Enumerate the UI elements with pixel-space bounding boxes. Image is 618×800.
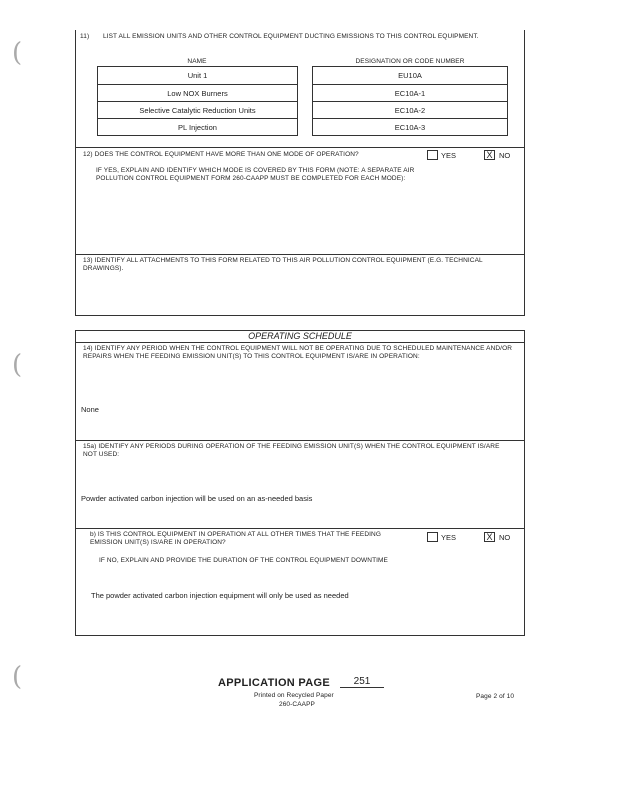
- application-page-number: 251: [340, 676, 384, 688]
- q12-no-checkbox[interactable]: X: [484, 150, 495, 160]
- emission-name-cell: PL Injection: [97, 118, 298, 136]
- punch-hole-mark: (: [12, 38, 23, 68]
- emission-name-cell: Unit 1: [97, 66, 298, 85]
- q14-question: 14) IDENTIFY ANY PERIOD WHEN THE CONTROL EQUIPMENT WILL NOT BE OPERATING DUE TO SCHEDULED MAINTENANCE AND/OR REPAIRS WHEN THE FEEDING EMISSION UNIT(S) TO THIS CONTROL EQUIPMENT IS/ARE IN OPERATION:: [83, 345, 513, 360]
- col-header-code: DESIGNATION OR CODE NUMBER: [355, 58, 465, 65]
- section-border: [524, 30, 525, 148]
- q15b-answer: The powder activated carbon injection equipment will only be used as needed: [91, 591, 349, 600]
- q15a-question: 15a) IDENTIFY ANY PERIODS DURING OPERATION OF THE FEEDING EMISSION UNIT(S) WHEN THE CONTROL EQUIPMENT IS/ARE NOT USED:: [83, 443, 500, 458]
- q11-question: LIST ALL EMISSION UNITS AND OTHER CONTROL EQUIPMENT DUCTING EMISSIONS TO THIS CONTROL EQUIPMENT.: [103, 33, 479, 40]
- emission-code-cell: EC10A-3: [312, 118, 508, 136]
- q15b-no-label: NO: [499, 533, 511, 542]
- emission-name-cell: Low NOX Burners: [97, 84, 298, 102]
- punch-hole-mark: (: [12, 662, 23, 692]
- section-border: [75, 30, 76, 148]
- q14-answer: None: [81, 405, 99, 414]
- page-of: Page 2 of 10: [476, 693, 515, 700]
- emission-code-cell: EC10A-1: [312, 84, 508, 102]
- q12-no-label: NO: [499, 151, 511, 160]
- q15b-instructions: IF NO, EXPLAIN AND PROVIDE THE DURATION OF THE CONTROL EQUIPMENT DOWNTIME: [99, 557, 388, 564]
- q12-instructions: IF YES, EXPLAIN AND IDENTIFY WHICH MODE IS COVERED BY THIS FORM (NOTE: A SEPARATE AIR POLLUTION CONTROL EQUIPMENT FORM 260-CAAPP MUST BE COMPLETED FOR EACH MODE):: [96, 167, 415, 182]
- emission-name-cell: Selective Catalytic Reduction Units: [97, 101, 298, 119]
- emission-code-cell: EU10A: [312, 66, 508, 85]
- form-id: 260-CAAPP: [279, 701, 315, 708]
- col-header-name: NAME: [187, 58, 207, 65]
- q12-question: 12) DOES THE CONTROL EQUIPMENT HAVE MORE THAN ONE MODE OF OPERATION?: [83, 151, 359, 158]
- divider: [75, 342, 525, 343]
- divider: [75, 528, 525, 529]
- q13-question: 13) IDENTIFY ALL ATTACHMENTS TO THIS FORM RELATED TO THIS AIR POLLUTION CONTROL EQUIPMENT (E.G. TECHNICAL DRAWINGS).: [83, 257, 483, 272]
- operating-schedule-title: OPERATING SCHEDULE: [248, 331, 352, 341]
- divider: [75, 440, 525, 441]
- emission-code-cell: EC10A-2: [312, 101, 508, 119]
- punch-hole-mark: (: [12, 350, 23, 380]
- q15a-answer: Powder activated carbon injection will be used on an as-needed basis: [81, 494, 313, 503]
- q15b-question: b) IS THIS CONTROL EQUIPMENT IN OPERATION AT ALL OTHER TIMES THAT THE FEEDING EMISSION UNIT(S) IS/ARE IN OPERATION?: [90, 531, 381, 546]
- q12-section: [75, 147, 525, 255]
- q15b-yes-checkbox[interactable]: [427, 532, 438, 542]
- q15b-no-checkbox[interactable]: X: [484, 532, 495, 542]
- recycled-paper-note: Printed on Recycled Paper: [254, 692, 334, 699]
- application-page-label: APPLICATION PAGE: [218, 677, 330, 689]
- q15b-yes-label: YES: [441, 533, 457, 542]
- q12-yes-checkbox[interactable]: [427, 150, 438, 160]
- q12-yes-label: YES: [441, 151, 457, 160]
- q11-number: 11): [80, 33, 90, 40]
